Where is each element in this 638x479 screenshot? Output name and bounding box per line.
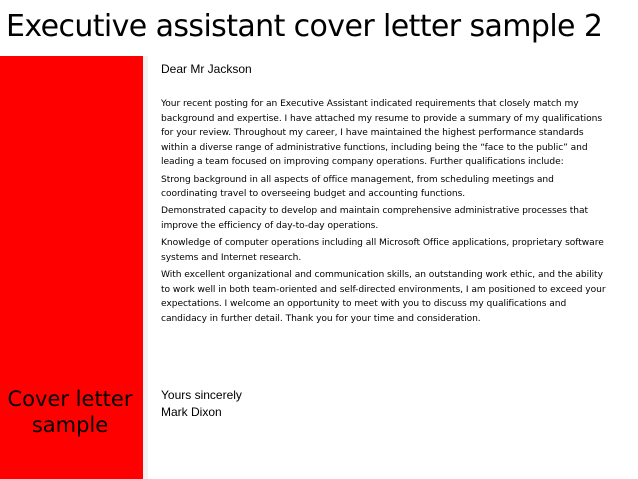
letter-paragraph-qualification-2: Demonstrated capacity to develop and maintain comprehensive administrative processes that improve the efficiency of day-to-day operations. <box>161 206 589 231</box>
letter-closing-block <box>161 387 461 421</box>
letter-paragraph-conclusion: With excellent organizational and communication skills, an outstanding work ethic, and the ability to work well in both team-oriented and self-directed environments, I am positioned to exceed your expectations. I welcome an opportunity to meet with you to discuss my qualifications and candidacy in further detail. Thank you for your time and consideration. <box>161 269 606 324</box>
letter-paragraph-intro: Your recent posting for an Executive Assistant indicated requirements that closely match my background and expertise. I have attached my resume to provide a summary of my qualifications for your review. Throughout my career, I have maintained the highest performance standards within a diverse range of administrative functions, including being the “face to the public” and leading a team focused on improving company operations. Further qualifications include: <box>161 99 603 168</box>
slide-title: Executive assistant cover letter sample 2 <box>6 9 603 44</box>
panel-divider <box>143 56 148 479</box>
letter-paragraph-qualification-1: Strong background in all aspects of office management, from scheduling meetings and coordinating travel to overseeing budget and accounting functions. <box>161 174 554 200</box>
panel-caption: Cover letter sample <box>7 387 133 437</box>
letter-signature: Mark Dixon <box>161 405 222 419</box>
letter-body <box>161 62 611 329</box>
letter-closing: Yours sincerely <box>161 388 242 402</box>
letter-paragraph-qualification-3: Knowledge of computer operations including all Microsoft Office applications, proprietary software systems and Internet research. <box>161 238 604 263</box>
letter-salutation: Dear Mr Jackson <box>161 62 252 76</box>
